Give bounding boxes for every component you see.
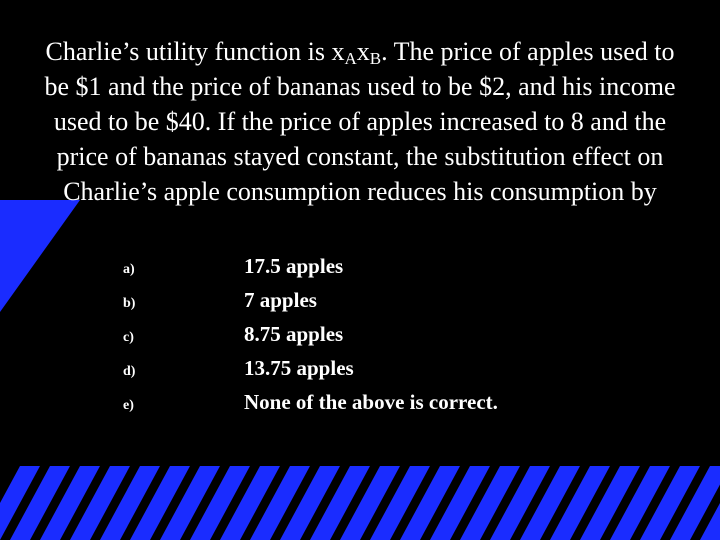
option-d[interactable] xyxy=(123,356,623,390)
left-blue-wedge xyxy=(0,200,80,312)
option-letter: d) xyxy=(123,364,136,379)
option-e[interactable] xyxy=(123,390,623,424)
option-text: None of the above is correct. xyxy=(244,390,498,414)
option-b[interactable] xyxy=(123,288,623,322)
question-text: Charlie’s utility function is $x_Ax_B$. The price of apples used to be $1 and the price of bananas used to be $2, and his income used to be $40. If the price of apples increased to 8 and the price of bananas stayed constant, the substitution effect on Charlie’s apple consumption reduces his consumption by xyxy=(44,37,676,206)
option-c[interactable] xyxy=(123,322,623,356)
option-letter: c) xyxy=(123,330,134,345)
option-a[interactable] xyxy=(123,254,623,288)
option-text: 13.75 apples xyxy=(244,356,354,380)
bottom-stripes xyxy=(0,466,720,540)
option-text: 7 apples xyxy=(244,288,317,312)
option-letter: a) xyxy=(123,262,135,277)
option-letter: e) xyxy=(123,398,134,413)
option-letter: b) xyxy=(123,296,136,311)
option-text: 17.5 apples xyxy=(244,254,344,278)
option-text: 8.75 apples xyxy=(244,322,344,346)
answer-options xyxy=(123,254,623,424)
